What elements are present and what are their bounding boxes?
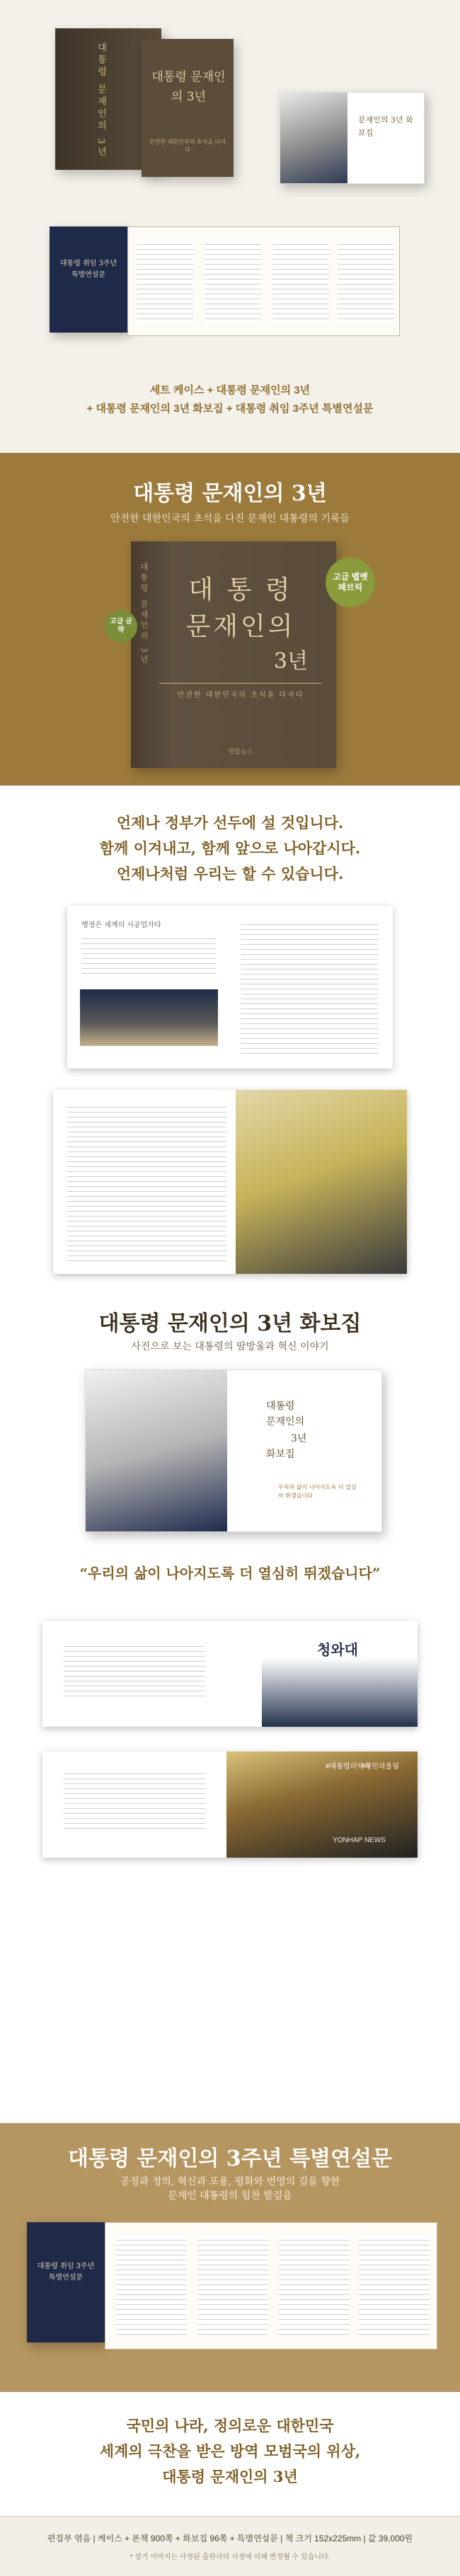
photobook-subheading: 사진으로 보는 대통령의 땀방울과 혁신 이야기 <box>131 1341 329 1352</box>
meeting-photo <box>80 989 218 1046</box>
folded-speech-pages <box>127 226 400 336</box>
set-caption-line-1: 세트 케이스 + 대통령 문재인의 3년 <box>149 384 311 396</box>
case-spine-title: 대통령 문재인의 3년 <box>96 42 106 159</box>
velvet-fabric-badge: 고급 벨벳 패브릭 <box>326 558 375 607</box>
blue-house-photo <box>262 1621 418 1727</box>
photobook-title-4: 화보집 <box>266 1449 295 1460</box>
photobook <box>280 92 425 184</box>
speech-subheading-1: 공정과 정의, 혁신과 포용, 평화와 번영의 길을 향한 <box>120 2176 340 2187</box>
book-title-line-3: 3년 <box>273 649 308 674</box>
speech-quote-3: 대통령 문재인의 3년 <box>162 2468 298 2485</box>
news-label-2: #국민의울림 <box>361 1763 399 1771</box>
photobook-heading: 대통령 문재인의 3년 화보집 <box>98 1311 362 1336</box>
main-book <box>142 39 234 177</box>
briefing-photo <box>236 1090 407 1274</box>
photobook-section <box>0 1288 460 2123</box>
photobook-title-1: 대통령 <box>266 1401 295 1412</box>
sign-text: 청와대 <box>317 1641 358 1658</box>
speech-cover-title: 대통령 취임 3주년 특별연설문 <box>37 2262 95 2282</box>
speech-foldout <box>105 2222 437 2350</box>
news-label-1: #대통령의약속 <box>326 1763 371 1771</box>
speech-cover <box>27 2222 105 2342</box>
velvet-book <box>131 541 336 768</box>
photobook-spread-1 <box>42 1621 418 1727</box>
president-photo <box>280 93 347 183</box>
set-caption-line-2: + 대통령 문재인의 3년 화보집 + 대통령 취임 3주년 특별연설문 <box>86 403 374 415</box>
speech-booklet-title: 대통령 취임 3주년 특별연설문 <box>59 260 117 279</box>
photobook-title-3: 3년 <box>291 1433 307 1444</box>
main-book-heading: 대통령 문재인의 3년 <box>133 481 327 506</box>
main-book-title: 대통령 문재인의 3년 <box>151 70 226 104</box>
set-overview-section <box>0 0 460 453</box>
book-spine: 대통령 문재인의 3년 <box>139 563 149 666</box>
main-book-quote-3: 언제나처럼 우리는 할 수 있습니다. <box>116 865 344 882</box>
book-publisher: 연합뉴스 <box>228 749 253 756</box>
speech-quote-2: 세계의 극찬을 받은 방역 모범국의 위상, <box>99 2442 361 2460</box>
main-book-subheading: 안전한 대한민국의 초석을 다진 문재인 대통령의 기록들 <box>110 513 350 524</box>
book-cover-subtitle: 안전한 대한민국의 초석을 다지다 <box>177 691 304 699</box>
main-book-quote-1: 언제나 정부가 선두에 설 것입니다. <box>116 814 344 832</box>
gold-foil-badge: 고급 금박 <box>105 610 137 643</box>
footer-spec: 편집부 엮음 | 케이스 + 본책 900쪽 + 화보집 96쪽 + 특별연설문 | 책 크기 152x225mm | 값 39,000원 <box>47 2534 413 2543</box>
speech-booklet <box>50 226 127 333</box>
footer-note: * 상기 이미지는 사정된 출판사의 사정에 의해 변경될 수 있습니다. <box>130 2553 330 2561</box>
speech-heading: 대통령 문재인의 3주년 특별연설문 <box>68 2146 392 2171</box>
photobook-cover-quote: 우리의 삶이 나아지도록 더 열심히 뛰겠습니다 <box>278 1484 357 1499</box>
speech-quote-1: 국민의 나라, 정의로운 대한민국 <box>126 2417 334 2434</box>
president-portrait <box>86 1370 227 1531</box>
ceremony-photo <box>226 1752 418 1858</box>
main-book-quote-2: 함께 이겨내고, 함께 앞으로 나아갑시다. <box>99 839 361 857</box>
spread-heading: 행정은 세계의 시공업자다 <box>81 921 161 929</box>
book-title-line-1: 대 통 령 <box>188 575 293 604</box>
photobook-title-2: 문재인의 <box>266 1416 305 1427</box>
speech-banner <box>0 2123 460 2392</box>
photobook-cover-title: 문재인의 3년 화보집 <box>358 115 413 137</box>
speech-section <box>0 2123 460 2576</box>
photobook-quote: “우리의 삶이 나아지도록 더 열심히 뛰겠습니다” <box>79 1565 381 1582</box>
book-title-line-2: 문재인의 <box>185 612 296 641</box>
spec-footer <box>0 2516 460 2576</box>
watermark: YONHAP NEWS <box>333 1836 386 1844</box>
photobook-spread-2 <box>42 1752 418 1858</box>
main-book-banner <box>0 453 460 786</box>
main-book-subtitle: 안전한 대한민국의 초석을 다지다 <box>149 139 226 153</box>
speech-subheading-2: 문재인 대통령의 힘찬 발걸음 <box>168 2190 292 2202</box>
book-spread-2 <box>53 1090 407 1274</box>
photobook-cover <box>85 1369 382 1532</box>
main-book-section <box>0 453 460 1288</box>
book-spread-1 <box>67 906 393 1069</box>
